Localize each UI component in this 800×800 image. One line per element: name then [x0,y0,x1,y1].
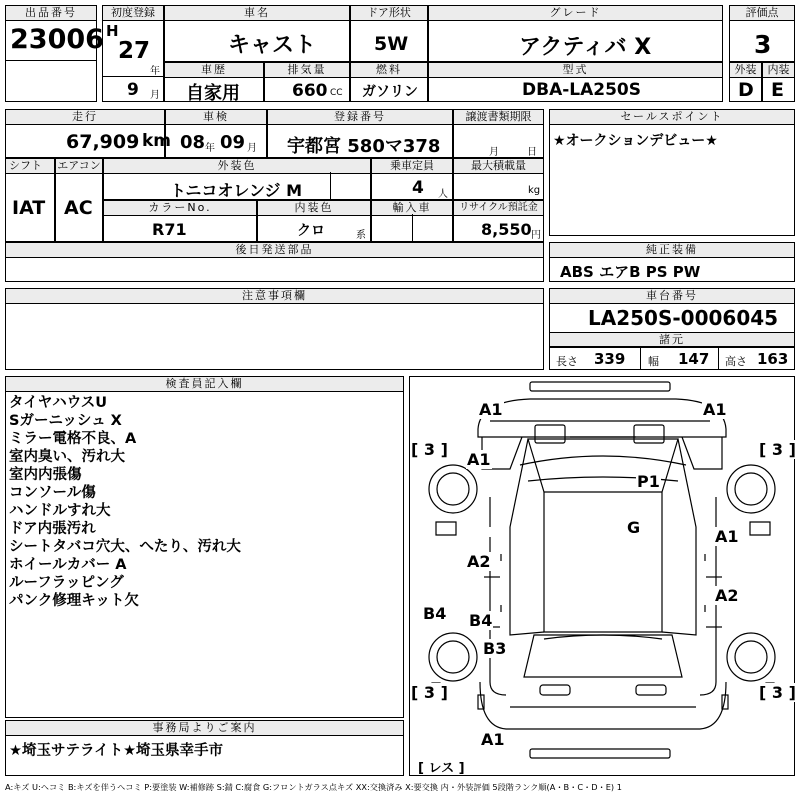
mileage: 67,909 [66,131,140,153]
inspection-label: 車検 [165,109,267,125]
car-name-label: 車名 [164,5,350,21]
note-line: 室内内張傷 [9,467,82,483]
note-line: ルーフラッピング [9,575,124,591]
year-unit: 年 [150,66,160,77]
damage-mark: A1 [467,450,491,469]
note-line: ミラー電格不良、A [9,431,137,447]
note-line: パンク修理キット欠 [9,593,139,609]
color-no-label: カラーNo. [103,200,257,216]
legend: A:キズ U:ヘコミ B:キズを伴うヘコミ P:要塗装 W:補修跡 S:錆 C:腐食 G:フロントガラス点キズ XX:交換済み X:要交換 内・外装評価 5段階ランク順(A・B・C・D・E) 1 [5,782,622,792]
note-line: ハンドルすれ大 [9,503,111,519]
lot-number: 23006 [10,24,104,55]
first-reg-label: 初度登録 [102,5,164,21]
score: 3 [754,30,772,59]
tire-grade: [ 3 ] [759,440,796,459]
recycle-unit: 円 [531,230,541,241]
cc-unit: CC [330,88,343,98]
inspector-notes [9,394,399,610]
lot-label: 出品番号 [5,5,97,21]
insp-month: 09 [220,132,246,153]
max-load-unit: kg [528,185,541,196]
displacement: 660 [292,81,328,101]
int-label: 内装 [762,62,795,78]
capacity-unit: 人 [438,189,448,200]
era: H [106,22,119,40]
fuel: ガソリン [362,84,418,100]
capacity-label: 乗車定員 [371,158,453,174]
damage-mark: A1 [703,400,727,419]
mileage-label: 走行 [5,109,165,125]
model-label: 型式 [428,62,723,78]
history: 自家用 [186,83,240,104]
recycle-label: リサイクル預託金 [453,200,544,216]
note-line: ホイールカバー A [9,557,127,573]
ext-color: トニコオレンジ M [170,181,303,200]
office-label: 事務局よりご案内 [5,720,404,736]
height-label: 高さ [725,355,747,368]
note-line: コンソール傷 [9,485,96,501]
length-label: 長さ [556,355,578,368]
displacement-label: 排気量 [264,62,350,78]
width-label: 幅 [648,355,659,368]
shift: IAT [12,197,46,219]
caution-label: 注意事項欄 [5,288,544,304]
int-color-unit: 系 [356,230,366,241]
car-name: キャスト [228,33,317,58]
import-label: 輸入車 [371,200,453,216]
equipment-label: 純正装備 [549,242,795,258]
damage-mark: G [627,518,641,537]
insp-month-unit: 月 [247,143,257,154]
damage-mark: A1 [479,400,503,419]
note-line: ドア内張汚れ [9,521,96,537]
fuel-label: 燃料 [350,62,428,78]
score-label: 評価点 [729,5,795,21]
insp-year: 08 [180,132,206,153]
chassis-number: LA250S-0006045 [588,306,779,330]
damage-mark: A2 [715,586,739,605]
model: DBA-LA250S [522,80,641,100]
car-diagram [409,376,795,776]
tire-grade: [ 3 ] [759,683,796,702]
max-load-label: 最大積載量 [453,158,544,174]
reg-year: 27 [118,38,151,64]
transfer-day: 日 [527,147,537,158]
ac-label: エアコン [55,158,103,174]
ext-label: 外装 [729,62,762,78]
reg-no-label: 登録番号 [267,109,453,125]
int-color-label: 内装色 [257,200,371,216]
length: 339 [594,350,626,368]
specs-label: 諸元 [549,332,795,348]
inspector-label: 検査員記入欄 [5,376,404,392]
chassis-label: 車台番号 [549,288,795,304]
transfer-month: 月 [489,147,499,158]
tire-grade: [ 3 ] [411,683,448,702]
damage-mark: B3 [483,639,507,658]
int-color: クロ [297,223,325,239]
office-text: ★埼玉サテライト★埼玉県幸手市 [9,743,224,759]
spare-tire: [ レス ] [418,761,465,776]
int-grade: E [771,79,784,101]
equipment: ABS エアB PS PW [560,263,701,281]
recycle-fee: 8,550 [481,220,532,239]
damage-mark: B4 [469,611,493,630]
ext-color-label: 外装色 [103,158,371,174]
reg-number: 宇都宮 580マ378 [287,136,441,157]
damage-mark: A1 [715,527,739,546]
damage-mark: P1 [637,472,660,491]
note-line: 室内臭い、汚れ大 [9,449,125,465]
door-type: 5W [374,33,409,55]
door-label: ドア形状 [350,5,428,21]
note-line: シートタバコ穴大、へたり、汚れ大 [9,539,241,555]
ext-grade: D [738,79,754,101]
later-parts-label: 後日発送部品 [5,242,544,258]
shift-label: シフト [5,158,55,174]
damage-mark: A1 [481,730,505,749]
sales-point-label: セールスポイント [549,109,795,125]
mileage-unit: km [142,131,172,151]
sales-point: ★オークションデビュー★ [553,133,718,149]
grade: アクティバ X [519,35,652,60]
ac: AC [64,197,93,219]
month-unit: 月 [150,90,160,101]
damage-mark: B4 [423,604,447,623]
height: 163 [757,350,789,368]
color-no: R71 [152,220,187,239]
transfer-label: 譲渡書類期限 [453,109,544,125]
capacity: 4 [412,178,424,198]
note-line: Sガーニッシュ X [9,413,122,429]
insp-year-unit: 年 [205,143,215,154]
reg-month: 9 [127,80,139,100]
note-line: タイヤハウスU [9,395,108,411]
width: 147 [678,350,710,368]
damage-mark: A2 [467,552,491,571]
tire-grade: [ 3 ] [411,440,448,459]
history-label: 車歴 [164,62,264,78]
grade-label: グレード [428,5,723,21]
